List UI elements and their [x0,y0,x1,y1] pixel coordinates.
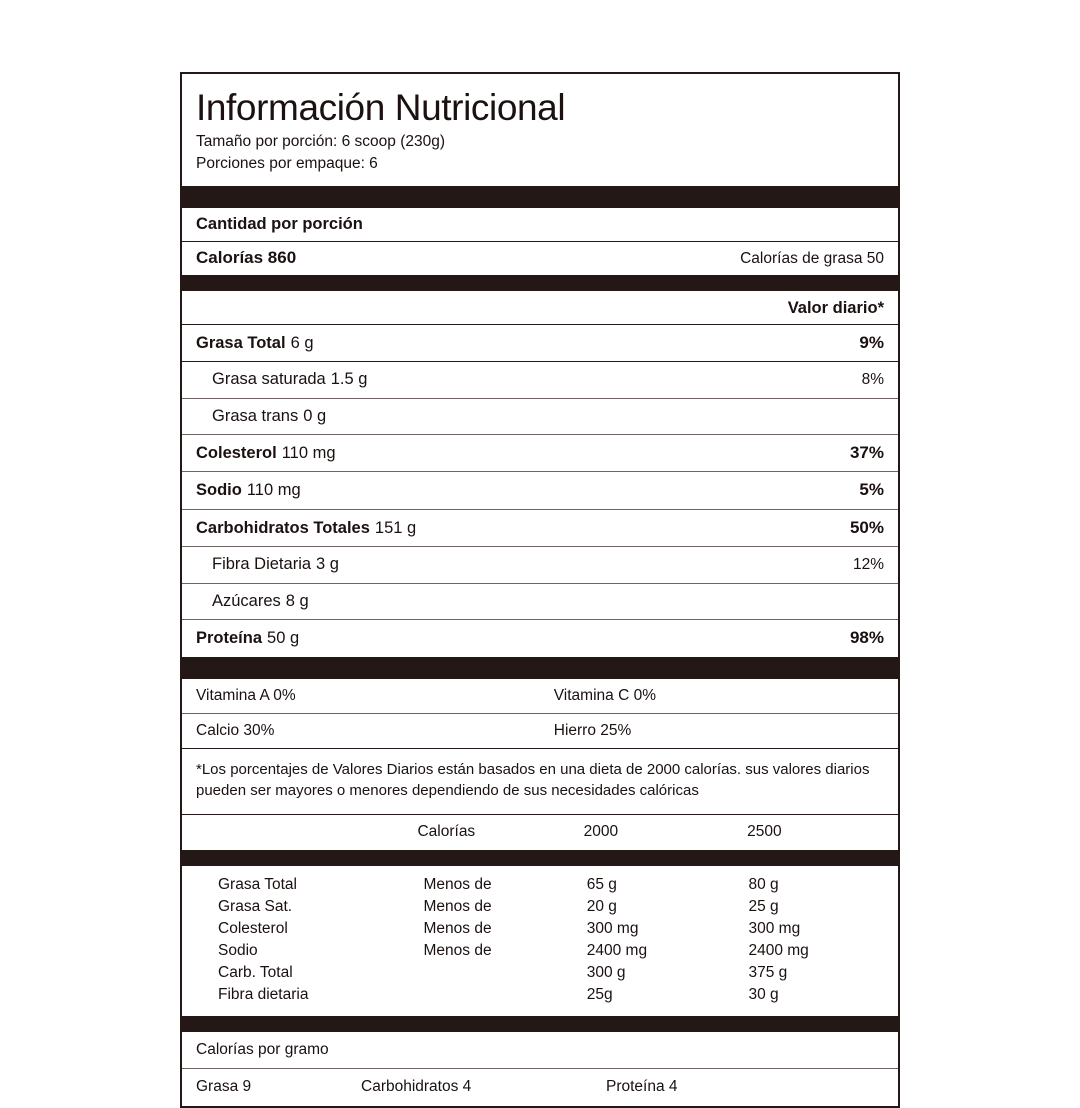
reference-row-label: Grasa Total [218,876,297,894]
table-row [196,940,884,962]
reference-row-qualifier: Menos de [423,876,492,894]
reference-table [182,866,898,1016]
vitamin-a-value: Vitamina A 0% [196,686,296,704]
calcium-value: Calcio 30% [196,721,275,739]
table-row [196,874,884,896]
calories-per-gram-heading: Calorías por gramo [182,1032,898,1069]
reference-header-calories: Calorías [417,823,476,841]
reference-row-2000: 65 g [586,876,617,894]
nutrient-name: Proteína [196,629,263,648]
reference-row-qualifier: Menos de [423,898,492,916]
table-row [196,984,884,1006]
table-row [182,714,898,749]
table-row [182,325,898,362]
nutrition-facts-label [180,72,900,1108]
table-row [182,510,898,547]
reference-row-2500: 375 g [748,964,788,982]
calories-value: Calorías 860 [196,247,297,267]
daily-value-footnote: *Los porcentajes de Valores Diarios están basados en una dieta de 2000 calorías. sus valores diarios pueden ser mayores o menores dependiendo de sus necesidades calóricas [182,749,898,816]
reference-row-label: Grasa Sat. [218,898,293,916]
calories-per-gram-values [182,1069,898,1106]
nutrient-name: Fibra Dietaria [212,555,312,574]
table-row [182,620,898,656]
calories-per-gram-fat: Grasa 9 [196,1078,252,1096]
nutrient-name: Colesterol [196,443,277,462]
divider-thick-3 [182,657,898,679]
nutrient-dv: 5% [859,480,884,500]
reference-header-2500: 2500 [747,823,782,841]
nutrient-amount: 1.5 g [330,370,368,389]
vitamins-section [182,679,898,749]
reference-row-qualifier [424,984,587,1006]
reference-row-2500: 30 g [748,986,779,1004]
table-row [182,399,898,435]
nutrient-amount: 0 g [303,406,327,425]
nutrient-dv: 98% [849,628,884,648]
reference-row-2000: 20 g [586,898,617,916]
nutrient-dv: 9% [859,332,884,352]
nutrient-amount: 6 g [290,333,314,352]
reference-row-2000: 300 mg [586,920,639,938]
reference-row-2500: 25 g [748,898,779,916]
nutrient-dv: 12% [852,556,884,574]
table-row [182,472,898,509]
reference-header-2000: 2000 [583,823,619,841]
divider-thick-2 [182,275,898,291]
divider-thick-1 [182,186,898,208]
calories-from-fat-value: Calorías de grasa 50 [740,249,884,267]
nutrient-name: Grasa trans [212,406,299,425]
reference-row-2000: 2400 mg [586,942,648,960]
nutrient-dv: 8% [861,371,884,389]
reference-header-blank [196,815,417,850]
divider-thick-5 [182,1016,898,1032]
table-row [182,584,898,620]
reference-row-label: Fibra dietaria [218,986,309,1004]
nutrient-amount: 8 g [285,591,309,610]
table-row [196,918,884,940]
calories-per-gram-carbs: Carbohidratos 4 [361,1078,472,1096]
reference-row-qualifier: Menos de [423,942,492,960]
nutrient-list [182,325,898,657]
calories-per-gram-protein: Proteína 4 [606,1078,678,1096]
reference-row-label: Sodio [218,942,258,960]
vitamin-c-value: Vitamina C 0% [553,686,656,704]
table-row [196,896,884,918]
table-row [182,547,898,583]
nutrient-amount: 110 mg [281,443,336,462]
reference-row-2000: 300 g [586,964,626,982]
nutrient-name: Carbohidratos Totales [196,518,370,537]
reference-row-2500: 2400 mg [748,942,809,960]
reference-row-qualifier [424,962,587,984]
iron-value: Hierro 25% [553,721,632,739]
reference-table-header [182,815,898,850]
nutrient-amount: 3 g [316,555,339,574]
nutrient-dv: 37% [849,442,884,462]
calories-row [182,242,898,275]
table-row [182,362,898,398]
nutrient-name: Grasa saturada [212,370,326,389]
daily-value-header: Valor diario* [182,291,898,325]
reference-row-2500: 80 g [748,876,779,894]
reference-row-label: Colesterol [218,920,288,938]
table-row [196,962,884,984]
table-row [182,679,898,714]
nutrient-dv: 50% [849,517,884,537]
nutrient-amount: 151 g [374,518,417,537]
reference-row-qualifier: Menos de [423,920,492,938]
servings-per-container-text: Porciones por empaque: 6 [196,155,378,173]
table-row [182,435,898,472]
reference-row-label: Carb. Total [218,964,293,982]
nutrient-name: Azúcares [212,591,281,610]
reference-row-2000: 25g [586,986,613,1004]
nutrient-name: Grasa Total [196,333,286,352]
calories-per-gram-section [182,1032,898,1106]
reference-row-2500: 300 mg [748,920,801,938]
nutrient-amount: 110 mg [246,481,301,500]
page-title: Información Nutricional [196,87,566,128]
divider-thick-4 [182,850,898,866]
nutrient-name: Sodio [196,481,242,500]
label-header [182,88,898,176]
nutrient-amount: 50 g [267,629,300,648]
amount-per-serving-label: Cantidad por porción [182,208,898,242]
serving-size-text: Tamaño por porción: 6 scoop (230g) [196,132,446,150]
